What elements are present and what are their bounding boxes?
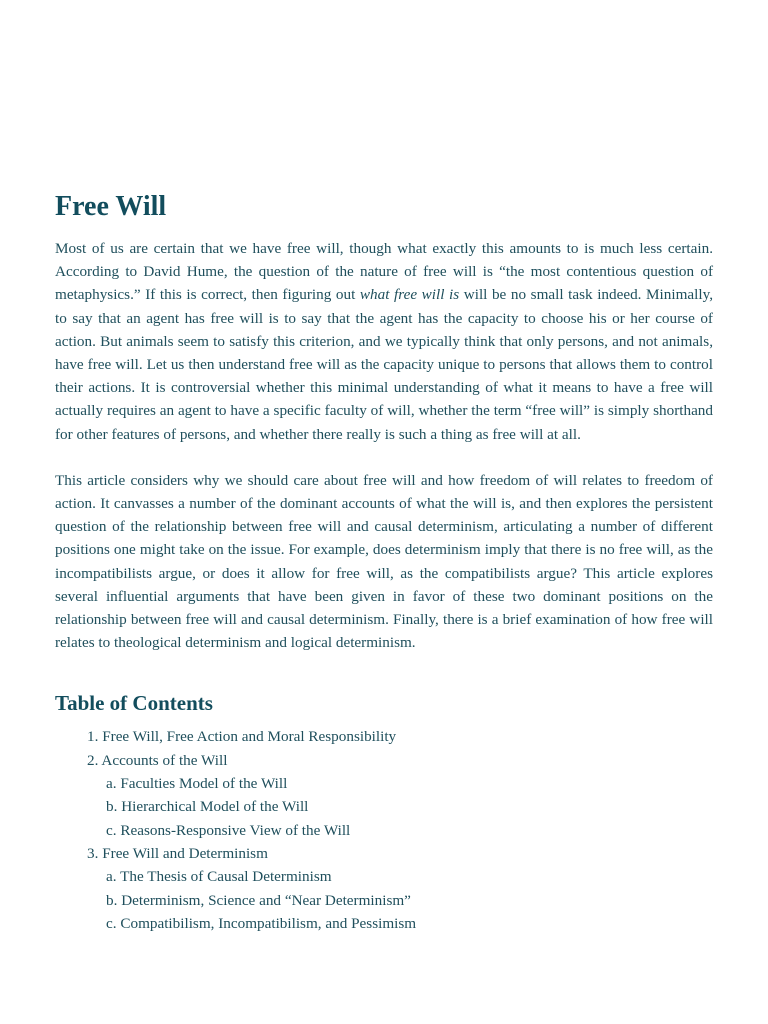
toc-item-2c[interactable]	[55, 819, 713, 842]
toc-item-link[interactable]: Free Will, Free Action and Moral Responsibility	[102, 728, 397, 746]
toc-item-link[interactable]: The Thesis of Causal Determinism	[120, 868, 332, 886]
intro-paragraph-2: This article considers why we should care about free will and how freedom of will relates to freedom of action. It canvasses a number of the dominant accounts of what the will is, and then explores the persistent question of the relationship between free will and causal determinism, articulating a number of different positions one might take on the issue. For example, does determinism imply that there is no free will, as the incompatibilists argue, or does it allow for free will, as the compatibilists argue? This article explores several influential arguments that have been given in favor of these two dominant positions on the relationship between free will and causal determinism. Finally, there is a brief examination of how free will relates to theological determinism and logical determinism.	[55, 471, 713, 652]
toc-item-link[interactable]: Faculties Model of the Will	[120, 775, 288, 793]
intro-paragraph-1-text-a: Most of us are certain that we have free will, though what exactly this amounts to is much less certain. According to David Hume, the question of the nature of free will is “the most contentious question of metaphysics.” If this is correct, then figuring out	[55, 240, 713, 304]
toc-item-link[interactable]: Determinism, Science and “Near Determinism”	[121, 891, 411, 909]
table-of-contents	[55, 725, 713, 935]
toc-item-link[interactable]: Hierarchical Model of the Will	[121, 798, 309, 816]
intro-paragraph-1-text-b: will be no small task indeed. Minimally, to say that an agent has free will is to say that the agent has the capacity to choose his or her course of action. But animals seem to satisfy this criterion, and we typically think that only persons, and not animals, have free will. Let us then understand free will as the capacity unique to persons that allows them to control their actions. It is controversial whether this minimal understanding of what it means to have a free will actually requires an agent to have a specific faculty of will, whether the term “free will” is simply shorthand for other features of persons, and whether there really is such a thing as free will at all.	[55, 286, 713, 443]
toc-item-link[interactable]: Reasons-Responsive View of the Will	[120, 821, 351, 839]
intro-paragraph-1-emphasis: what free will is	[359, 286, 460, 304]
toc-item-3b[interactable]	[55, 889, 713, 912]
toc-item-1[interactable]	[55, 725, 713, 748]
toc-item-number: 3.	[87, 844, 99, 862]
toc-item-3[interactable]	[55, 842, 713, 865]
toc-item-link[interactable]: Free Will and Determinism	[102, 844, 268, 862]
toc-item-3a[interactable]	[55, 865, 713, 888]
toc-item-number: a.	[106, 868, 117, 886]
toc-item-2b[interactable]	[55, 795, 713, 818]
toc-item-2a[interactable]	[55, 772, 713, 795]
toc-item-3c[interactable]	[55, 912, 713, 935]
article	[55, 190, 713, 935]
toc-item-number: b.	[106, 798, 118, 816]
toc-item-number: a.	[106, 775, 117, 793]
toc-item-number: c.	[106, 821, 117, 839]
toc-item-number: 2.	[87, 751, 99, 769]
toc-item-2[interactable]	[55, 749, 713, 772]
toc-heading: Table of Contents	[55, 691, 213, 716]
intro-paragraph-1	[55, 237, 713, 446]
toc-item-number: b.	[106, 891, 118, 909]
toc-item-link[interactable]: Accounts of the Will	[101, 751, 228, 769]
article-title: Free Will	[55, 191, 167, 222]
toc-item-link[interactable]: Compatibilism, Incompatibilism, and Pessimism	[120, 914, 417, 932]
toc-item-number: 1.	[87, 728, 99, 746]
toc-item-number: c.	[106, 914, 117, 932]
